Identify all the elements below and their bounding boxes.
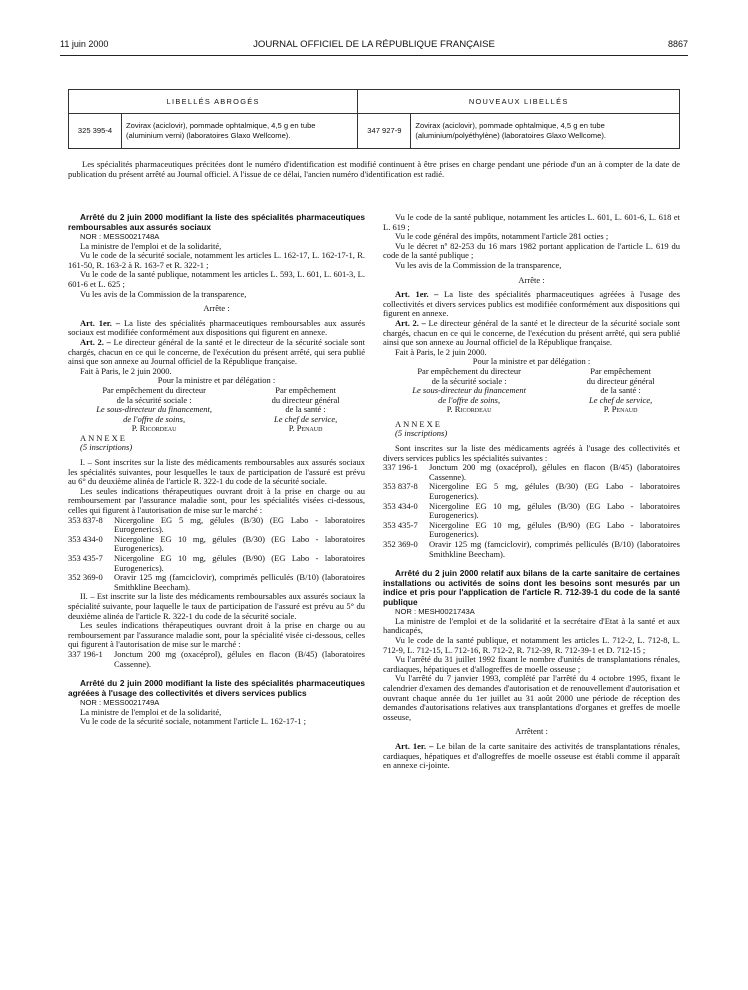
- left-column: Arrêté du 2 juin 2000 modifiant la liste des spécialités pharmaceutiques remboursables aux assurés sociaux NOR : MESS0021748A La ministre de l'emploi et de la solidarité, Vu le code de la sécurité sociale, notamment les articles L. 162-17, L. 162-17-1, R. 161-50, R. 163-2 à R. 163-7 et R. 322-1 ; Vu le code de la santé publique, notamment les articles L. 593, L. 601, L. 601-3, L. 601-6 et L. 625 ; Vu les avis de la Commission de la transparence, Arrête : Art. 1er. – La liste des spécialités pharmaceutiques remboursables aux assurés sociaux est modifiée conformément aux dispositions qui figurent en annexe. Art. 2. – Le directeur général de la santé et le directeur de la sécurité sociale sont chargés, chacun en ce qui le concerne, de l'exécution du présent arrêté, qui sera publié ainsi que son annexe au Journal officiel de la République française. Fait à Paris, le 2 juin 2000. Pour la ministre et par délégation : Par empêchement du directeur de la sécurité sociale : Le sous-directeur du financement, de l'offre de soins, P. Ricordeau Par empêchement du directeur général de la santé : Le chef de service, P. Penaud ANNEXE (5 inscriptions) I. – Sont inscrites sur la liste des médicaments remboursables aux assurés sociaux les spécialités suivantes, pour lesquelles le taux de participation de l'assuré est prévu au 6° du deuxième alinéa de l'article R. 322-1 du code de la sécurité sociale. Les seules indications thérapeutiques ouvrant droit à la prise en charge ou au remboursement par l'assurance maladie sont, pour les spécialités visées ci-dessous, celles qui figurent à l'autorisation de mise sur le marché : 353 837-8 Nicergoline EG 5 mg, gélules (B/30) (EG Labo - laboratoires Eurogenerics). 353 434-0 Nicergoline EG 10 mg, gélules (B/30) (EG Labo - laboratoires Eurogenerics). 353 435-7 Nicergoline EG 10 mg, gélules (B/90) (EG Labo - laboratoires Eurogenerics). 352 369-0 Oravir 125 mg (famciclovir), comprimés pelliculés (B/10) (laboratoires Smithkline Beecham). II. – Est inscrite sur la liste des médicaments remboursables aux assurés sociaux la spécialité suivante, pour laquelle le taux de participation de l'assuré est prévu au 5° du deuxième alinéa de l'article R. 322-1 du code de la sécurité sociale. Les seules indications thérapeutiques ouvrant droit à la prise en charge ou au remboursement par l'assurance maladie sont, pour la spécialité visée ci-dessous, celles qui figurent à l'autorisation de mise sur le marché : 337 196-1 Jonctum 200 mg (oxacéprol), gélules en flacon (B/45) (laboratoires Cassenne). Arrêté du 2 juin 2000 modifiant la liste des spécialités pharmaceutiques agréées à l'usage des collectivités et divers services publics NOR : MESS0021749A La ministre de l'emploi et de la solidarité, Vu le code de la sécurité sociale, notamment l'article L. 162-17-1 ;: [68, 212, 366, 727]
- header-journal-title: JOURNAL OFFICIEL DE LA RÉPUBLIQUE FRANÇAISE: [253, 39, 495, 50]
- arrete3-article-1: Art. 1er. – Le bilan de la carte sanitaire des activités de transplantations rénales, cardiaques, hépatiques et d'allogreffes de moelle osseuse est établi comme il apparaît en annexe ci-jointe.: [383, 740, 680, 771]
- arrete2-nor: NOR : MESS0021749A: [80, 698, 160, 708]
- list-item: 352 369-0 Oravir 125 mg (famciclovir), comprimés pelliculés (B/10) (laboratoires Smithkline Beecham).: [68, 572, 365, 592]
- list-item: 353 837-8 Nicergoline EG 5 mg, gélules (B/30) (EG Labo - laboratoires Eurogenerics).: [68, 514, 365, 535]
- table-row: [69, 114, 680, 149]
- arrete1-article-1: Art. 1er. – La liste des spécialités pharmaceutiques remboursables aux assurés sociaux est modifiée conformément aux dispositions qui figurent en annexe.: [68, 317, 366, 338]
- list-item: 353 434-0 Nicergoline EG 10 mg, gélules (B/30) (EG Labo - laboratoires Eurogenerics).: [383, 500, 680, 521]
- arrete2-signatures: Par empêchement du directeur de la sécurité sociale : Le sous-directeur du financement de l'offre de soins, P. Ricordeau Par empêchement du directeur général de la santé : Le chef de service, P. Penaud: [412, 365, 655, 415]
- libelles-table: [68, 89, 680, 149]
- table-head-nouveaux: NOUVEAUX LIBELLÉS: [358, 90, 680, 114]
- table-head-abroges: LIBELLÉS ABROGÉS: [69, 90, 358, 114]
- list-item: 353 434-0 Nicergoline EG 10 mg, gélules (B/30) (EG Labo - laboratoires Eurogenerics).: [68, 533, 365, 554]
- arrete2-article-2: Art. 2. – Le directeur général de la santé et le directeur de la sécurité sociale sont chargés, chacun en ce qui le concerne, de l'exécution du présent arrêté, qui sera publié ainsi que son annexe au Journal officiel de la République française.: [383, 317, 680, 348]
- table-cell-new-code: 347 927-9: [358, 114, 411, 149]
- arrete1-title: Arrêté du 2 juin 2000 modifiant la liste des spécialités pharmaceutiques remboursables aux assurés sociaux: [68, 212, 365, 232]
- arrete2-arrete: Arrête :: [518, 274, 545, 285]
- list-item: 353 435-7 Nicergoline EG 10 mg, gélules (B/90) (EG Labo - laboratoires Eurogenerics).: [383, 519, 680, 540]
- list-item: 352 369-0 Oravir 125 mg (famciclovir), comprimés pelliculés (B/10) (laboratoires Smithkline Beecham).: [383, 539, 680, 559]
- header-date: 11 juin 2000: [60, 39, 109, 49]
- running-header: [0, 39, 748, 53]
- table-cell-old-label: Zovirax (aciclovir), pommade ophtalmique, 4,5 g en tube (aluminium verni) (laboratoires Glaxo Wellcome).: [122, 114, 358, 149]
- arrete1-annexe-heading: ANNEXE: [80, 432, 127, 443]
- right-column: Vu le code de la santé publique, notamment les articles L. 601, L. 601-6, L. 618 et L. 619 ; Vu le code général des impôts, notamment l'article 281 octies ; Vu le décret nº 82-253 du 16 mars 1982 portant application de l'article L. 619 du code de la santé publique ; Vu les avis de la Commission de la transparence, Arrête : Art. 1er. – La liste des spécialités pharmaceutiques agréées à l'usage des collectivités et divers services publics est modifiée conformément aux dispositions qui figurent en annexe. Art. 2. – Le directeur général de la santé et le directeur de la sécurité sociale sont chargés, chacun en ce qui le concerne, de l'exécution du présent arrêté, qui sera publié ainsi que son annexe au Journal officiel de la République française. Fait à Paris, le 2 juin 2000. Pour la ministre et par délégation : Par empêchement du directeur de la sécurité sociale : Le sous-directeur du financement de l'offre de soins, P. Ricordeau Par empêchement du directeur général de la santé : Le chef de service, P. Penaud ANNEXE (5 inscriptions) Sont inscrites sur la liste des médicaments agréés à l'usage des collectivités et divers services publics les spécialités suivantes : 337 196-1 Jonctum 200 mg (oxacéprol), gélules en flacon (B/45) (laboratoires Cassenne). 353 837-8 Nicergoline EG 5 mg, gélules (B/30) (EG Labo - laboratoires Eurogenerics). 353 434-0 Nicergoline EG 10 mg, gélules (B/30) (EG Labo - laboratoires Eurogenerics). 353 435-7 Nicergoline EG 10 mg, gélules (B/90) (EG Labo - laboratoires Eurogenerics). 352 369-0 Oravir 125 mg (famciclovir), comprimés pelliculés (B/10) (laboratoires Smithkline Beecham). Arrêté du 2 juin 2000 relatif aux bilans de la carte sanitaire de certaines installations ou activités de soins dont les besoins sont mesurés par un indice et pris pour l'application de l'article R. 712-39-1 du code de la santé publique NOR : MESH0021743A La ministre de l'emploi et de la solidarité et la secrétaire d'Etat à la santé et aux handicapés, Vu le code de la santé publique, et notamment les articles L. 712-2, L. 712-8, L. 712-9, L. 712-15, L. 712-16, R. 712-2, R. 712-39, R. 712-39-1 et D. 712-15 ; Vu l'arrêté du 31 juillet 1992 fixant le nombre d'unités de transplantations rénales, cardiaques, hépatiques et d'allogreffes de moelle osseuse ; Vu l'arrêté du 7 janvier 1993, complété par l'arrêté du 4 octobre 1995, fixant le calendrier d'examen des demandes d'autorisation et de renouvellement d'autorisation et ouvrant chaque année du 1er juillet au 31 août 2000 une période de réception des demandes d'autorisations relatives aux transplantations d'organes et greffes de moelle osseuse, Arrêtent : Art. 1er. – Le bilan de la carte sanitaire des activités de transplantations rénales, cardiaques, hépatiques et d'allogreffes de moelle osseuse est établi comme il apparaît en annexe ci-jointe.: [383, 212, 681, 771]
- arrete3-arretent: Arrêtent :: [515, 726, 548, 737]
- header-rule: [60, 55, 688, 56]
- header-page-number: 8867: [667, 39, 688, 49]
- list-item: 337 196-1 Jonctum 200 mg (oxacéprol), gélules en flacon (B/45) (laboratoires Cassenne).: [383, 462, 680, 482]
- arrete2-title: Arrêté du 2 juin 2000 modifiant la liste des spécialités pharmaceutiques agréées à l'usage des collectivités et divers services publics: [68, 678, 365, 698]
- table-cell-new-label: Zovirax (aciclovir), pommade ophtalmique, 4,5 g en tube (aluminium/polyéthylène) (laboratoires Glaxo Wellcome).: [411, 114, 680, 149]
- arrete1-article-2: Art. 2. – Le directeur général de la santé et le directeur de la sécurité sociale sont chargés, chacun en ce qui le concerne, de l'exécution du présent arrêté, qui sera publié ainsi que son annexe au Journal officiel de la République française.: [68, 336, 365, 367]
- arrete1-nor: NOR : MESS0021748A: [80, 232, 160, 241]
- arrete2-annexe-heading: ANNEXE: [395, 418, 442, 429]
- arrete3-nor: NOR : MESH0021743A: [395, 607, 475, 617]
- list-item: 337 196-1 Jonctum 200 mg (oxacéprol), gélules en flacon (B/45) (laboratoires Cassenne).: [68, 648, 365, 669]
- list-item: 353 435-7 Nicergoline EG 10 mg, gélules (B/90) (EG Labo - laboratoires Eurogenerics).: [68, 553, 365, 573]
- arrete1-signatures: Par empêchement du directeur de la sécurité sociale : Le sous-directeur du financement, de l'offre de soins, P. Ricordeau Par empêchement du directeur général de la santé : Le chef de service, P. Penaud: [96, 384, 340, 434]
- arrete3-title: Arrêté du 2 juin 2000 relatif aux bilans de la carte sanitaire de certaines installations ou activités de soins dont les besoins sont mesurés par un indice et pris pour l'application de l'article R. 712-39-1 du code de la santé publique: [383, 568, 680, 607]
- arrete2-article-1: Art. 1er. – La liste des spécialités pharmaceutiques agréées à l'usage des collectivités et divers services publics est modifiée conformément aux dispositions qui figurent en annexe.: [383, 289, 681, 319]
- arrete1-arrete: Arrête :: [203, 303, 230, 314]
- intro-paragraph: Les spécialités pharmaceutiques précitées dont le numéro d'identification est modifié continuent à être prises en charge pendant une période d'un an à compter de la date de publication du présent arrêté au Journal officiel. A l'issue de ce délai, l'ancien numéro d'identification est radié.: [68, 159, 680, 179]
- list-item: 353 837-8 Nicergoline EG 5 mg, gélules (B/30) (EG Labo - laboratoires Eurogenerics).: [383, 481, 680, 502]
- table-cell-old-code: 325 395-4: [69, 114, 122, 149]
